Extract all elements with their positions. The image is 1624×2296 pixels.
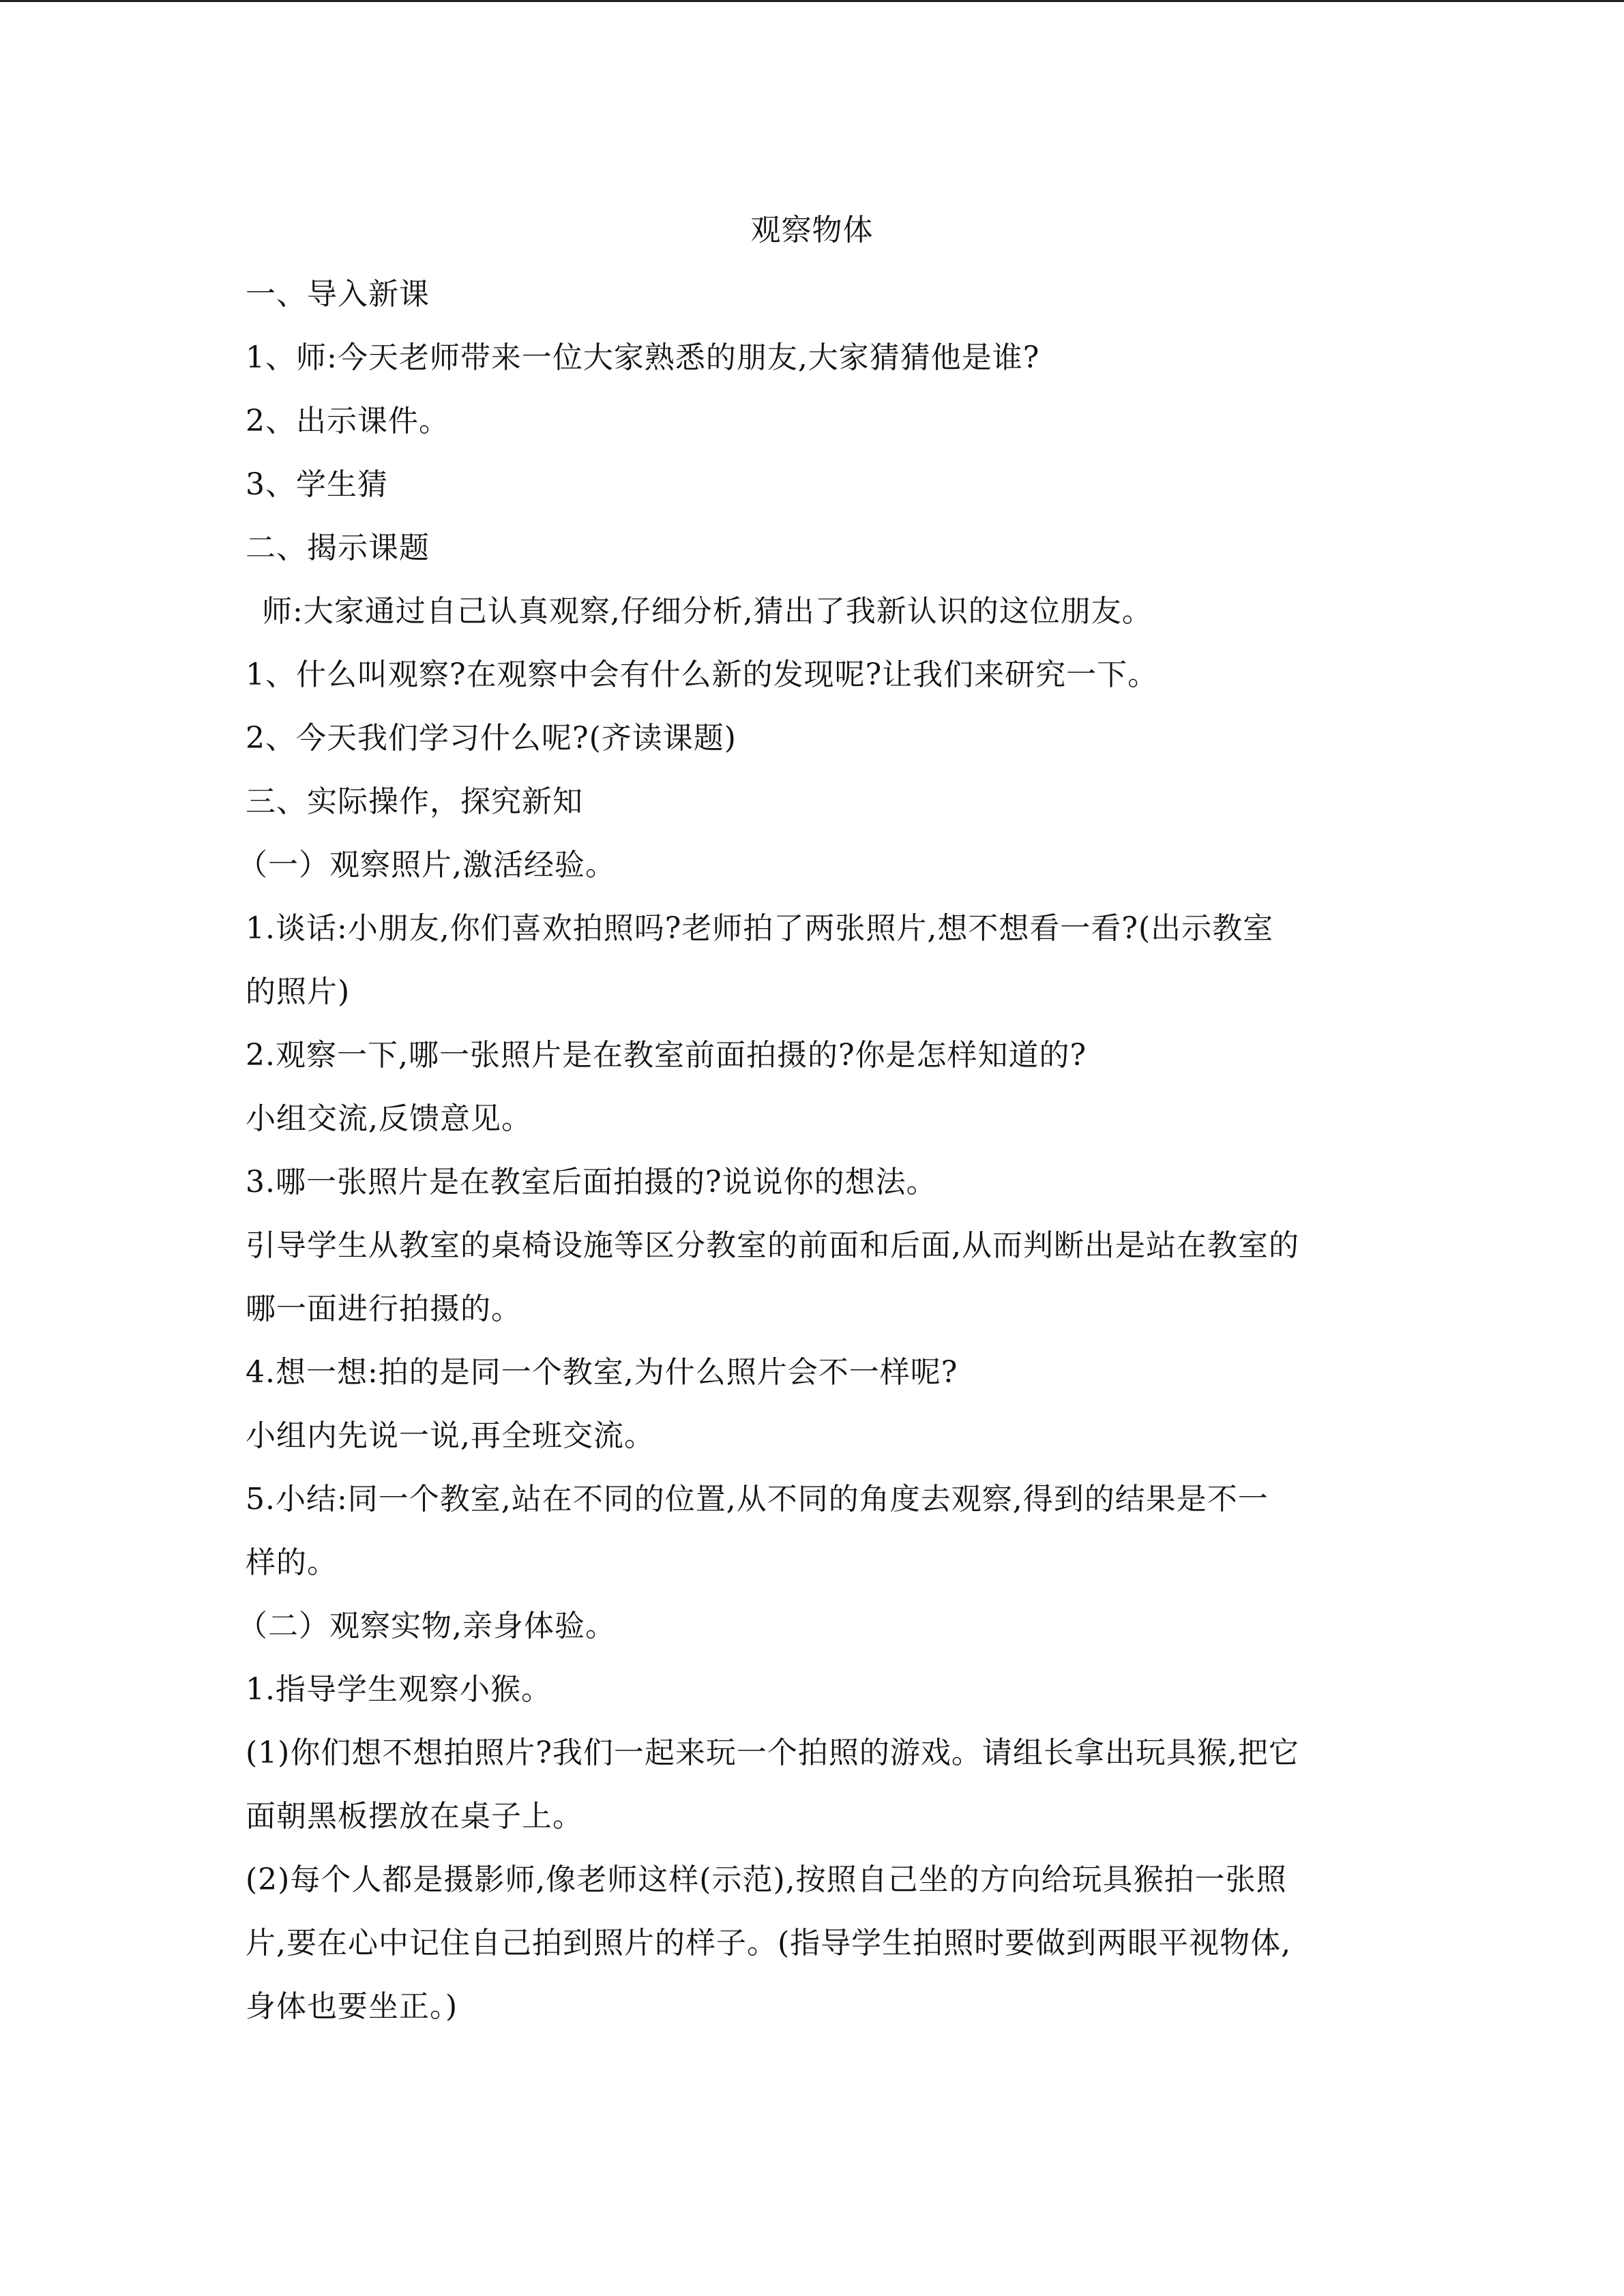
- paragraph-line: 师:大家通过自己认真观察,仔细分析,猜出了我新认识的这位朋友。: [262, 594, 1153, 629]
- paragraph-line: 5.小结:同一个教室,站在不同的位置,从不同的角度去观察,得到的结果是不一: [246, 1482, 1269, 1517]
- document-title: 观察物体: [750, 213, 874, 248]
- paragraph-line: 1.指导学生观察小猴。: [246, 1672, 552, 1707]
- paragraph-line: 哪一面进行拍摄的。: [246, 1292, 522, 1326]
- paragraph-line: 引导学生从教室的桌椅设施等区分教室的前面和后面,从而判断出是站在教室的: [246, 1228, 1299, 1263]
- heading-section-3: 三、实际操作，探究新知: [246, 784, 583, 819]
- paragraph-line: 小组交流,反馈意见。: [246, 1101, 532, 1136]
- paragraph-line: 4.想一想:拍的是同一个教室,为什么照片会不一样呢?: [246, 1355, 958, 1390]
- paragraph-line: 片,要在心中记住自己拍到照片的样子。(指导学生拍照时要做到两眼平视物体,: [246, 1926, 1292, 1960]
- paragraph-line: 3、学生猜: [246, 467, 388, 502]
- paragraph-line: 面朝黑板摆放在桌子上。: [246, 1799, 583, 1834]
- top-border-line: [0, 0, 1624, 2]
- paragraph-line: 1.谈话:小朋友,你们喜欢拍照吗?老师拍了两张照片,想不想看一看?(出示教室: [246, 911, 1274, 946]
- heading-section-2: 二、揭示课题: [246, 531, 430, 565]
- paragraph-line: (1)你们想不想拍照片?我们一起来玩一个拍照的游戏。请组长拿出玩具猴,把它: [246, 1735, 1299, 1770]
- paragraph-line: 身体也要坐正。): [246, 1989, 458, 2024]
- paragraph-line: 小组内先说一说,再全班交流。: [246, 1418, 655, 1453]
- subheading: （二）观察实物,亲身体验。: [237, 1609, 616, 1643]
- subheading: （一）观察照片,激活经验。: [237, 848, 616, 882]
- paragraph-line: 2.观察一下,哪一张照片是在教室前面拍摄的?你是怎样知道的?: [246, 1038, 1087, 1073]
- paragraph-line: (2)每个人都是摄影师,像老师这样(示范),按照自己坐的方向给玩具猴拍一张照: [246, 1862, 1287, 1897]
- paragraph-line: 2、出示课件。: [246, 404, 449, 438]
- paragraph-line: 样的。: [246, 1545, 338, 1580]
- paragraph-line: 3.哪一张照片是在教室后面拍摄的?说说你的想法。: [246, 1165, 937, 1199]
- heading-section-1: 一、导入新课: [246, 277, 430, 312]
- paragraph-line: 2、今天我们学习什么呢?(齐读课题): [246, 721, 737, 756]
- paragraph-line: 1、师:今天老师带来一位大家熟悉的朋友,大家猜猜他是谁?: [246, 340, 1040, 375]
- paragraph-line: 的照片): [246, 974, 351, 1009]
- paragraph-line: 1、什么叫观察?在观察中会有什么新的发现呢?让我们来研究一下。: [246, 657, 1159, 692]
